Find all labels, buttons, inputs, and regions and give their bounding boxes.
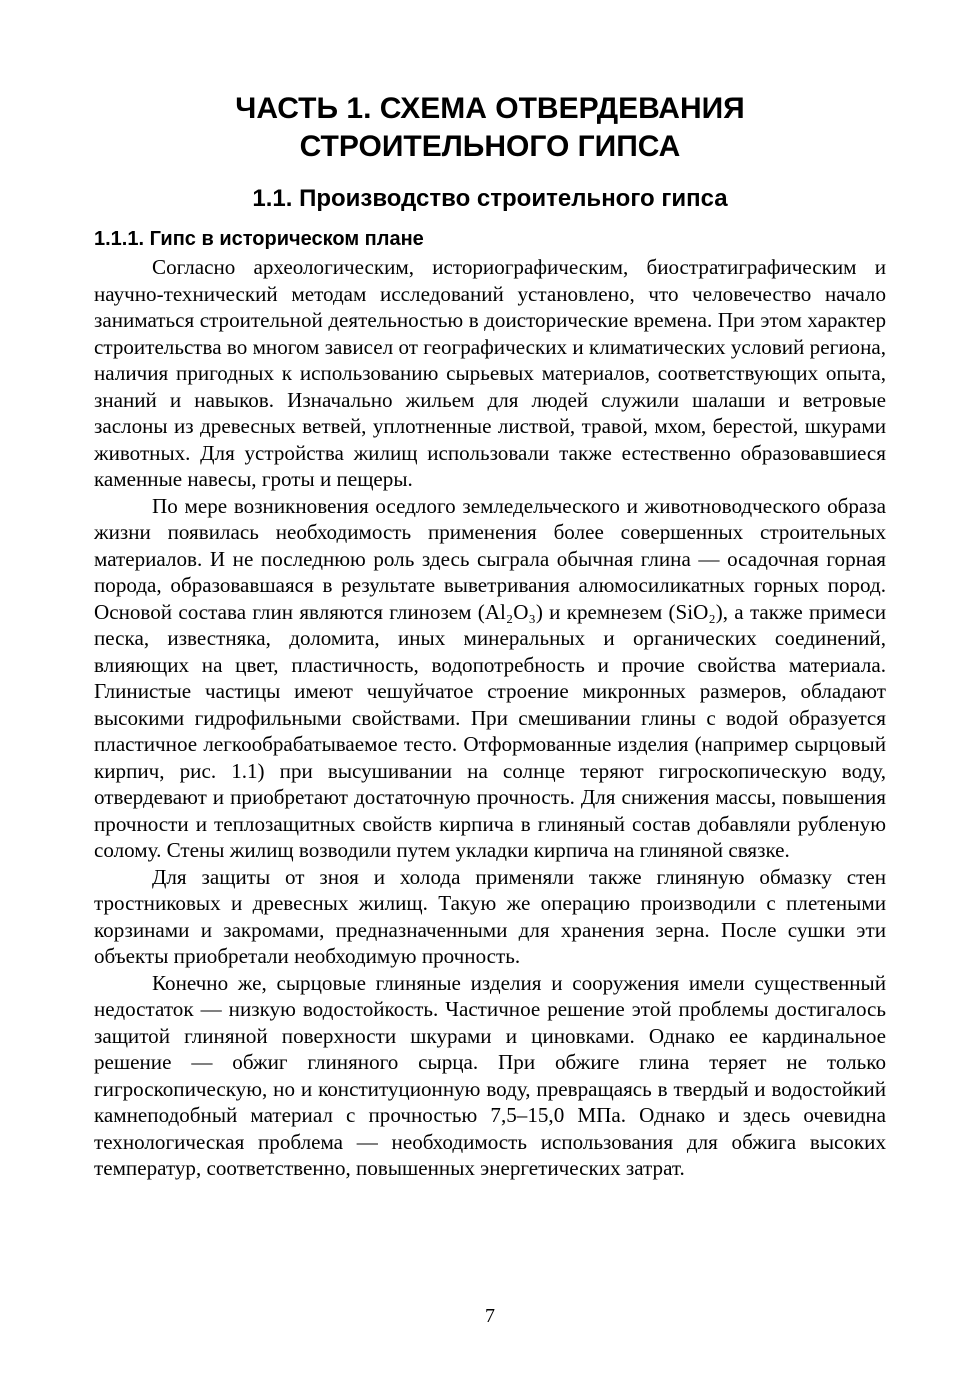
page-content (94, 84, 886, 1182)
paragraph: Согласно археологическим, историографическим, биостратиграфическим и научно-технический методам исследований установлено, что человечество начало заниматься строительной деятельностью в доисторические времена. При этом характер строительства во многом зависел от географических и климатических условий региона, наличия пригодных к использованию сырьевых материалов, соответствующих опыта, знаний и навыков. Изначально жильем для людей служили шалаши и ветровые заслоны из древесных ветвей, уплотненные листвой, травой, мхом, берестой, шкурами животных. Для устройства жилищ использовали также естественно образовавшиеся каменные навесы, гроты и пещеры. (94, 255, 886, 491)
page-number: 7 (485, 1305, 495, 1327)
paragraph: Конечно же, сырцовые глиняные изделия и сооружения имели существенный недостаток — низкую водостойкость. Частичное решение этой проблемы достигалось защитой глиняной поверхности шкурами и циновками. Однако ее кардинальное решение — обжиг глиняного сырца. При обжиге глина теряет не только гигроскопическую, но и конституционную воду, превращаясь в твердый и водостойкий камнеподобный материал с прочностью 7,5–15,0 МПа. Однако и здесь очевидна технологическая проблема — необходимость использования для обжига высоких температур, соответственно, повышенных энергетических затрат. (94, 970, 886, 1180)
subsection-title: 1.1.1. Гипс в историческом плане (94, 228, 424, 250)
section-title: 1.1. Производство строительного гипса (252, 185, 728, 212)
paragraph: Для защиты от зноя и холода применяли также глиняную обмазку стен тростниковых и древесных жилищ. Такую же операцию производили с плетеными корзинами и закромами, предназначенными для хранения зерна. После сушки эти объекты приобретали необходимую прочность. (94, 864, 886, 968)
body-text (94, 254, 886, 1182)
part-title-line-2: СТРОИТЕЛЬНОГО ГИПСА (299, 130, 681, 163)
paragraph: По мере возникновения оседлого земледельческого и животноводческого образа жизни появилась необходимость применения более совершенных строительных материалов. И не последнюю роль здесь сыграла обычная глина — осадочная горная порода, образовавшаяся в результате выветривания алюмосиликатных горных пород. Основой состава глин являются глинозем (Al₂O₃) и кремнезем (SiO₂), а также примеси песка, известняка, доломита, иных минеральных и органических соединений, влияющих на цвет, пластичность, водопотребность и прочие свойства материала. Глинистые частицы имеют чешуйчатое строение микронных размеров, обладают высокими гидрофильными свойствами. При смешивании глины с водой образуется пластичное легкообрабатываемое тесто. Отформованные изделия (например сырцовый кирпич, рис. 1.1) при высушивании на солнце теряют гигроскопическую воду, отвердевают и приобретают достаточную прочность. Для снижения массы, повышения прочности и теплозащитных свойств кирпича в глиняный состав добавляли рубленую солому. Стены жилищ возводили путем укладки кирпича на глиняной связке. (94, 493, 886, 862)
part-title-line-1: ЧАСТЬ 1. СХЕМА ОТВЕРДЕВАНИЯ (235, 92, 745, 125)
part-title (94, 84, 886, 166)
